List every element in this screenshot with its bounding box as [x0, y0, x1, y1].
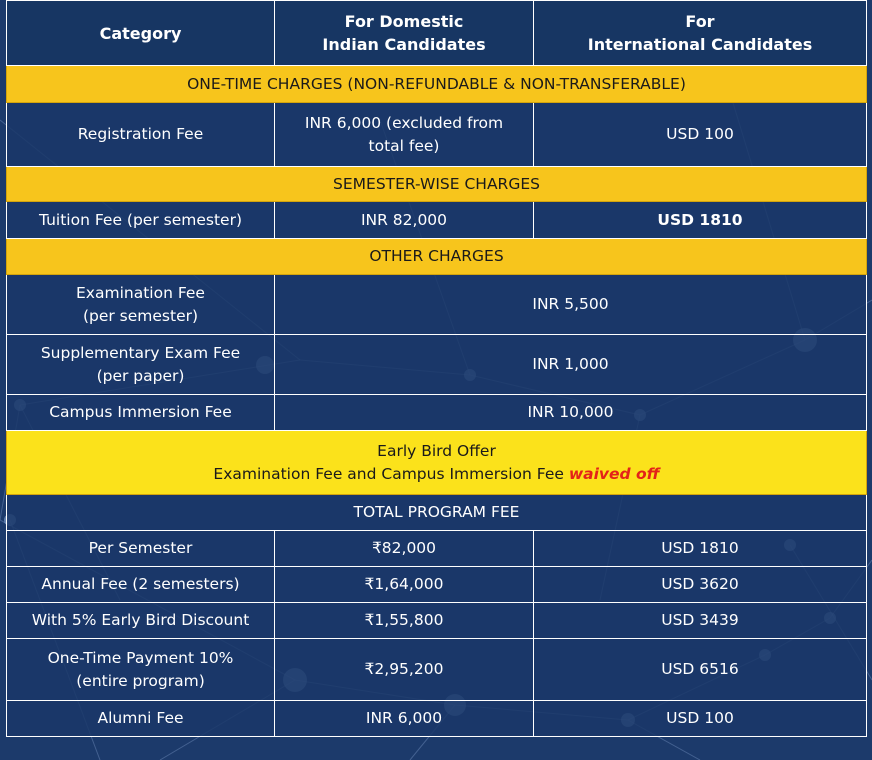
- registration-international: USD 100: [534, 103, 867, 167]
- early-bird-title: Early Bird Offer: [377, 441, 496, 460]
- header-domestic-line2: Indian Candidates: [322, 35, 486, 54]
- supplementary-label-line1: Supplementary Exam Fee: [40, 343, 241, 362]
- table-row-one-time-payment: [7, 639, 867, 701]
- table-row-alumni: [7, 701, 867, 737]
- table-row-per-semester: [7, 531, 867, 567]
- registration-domestic-line1: INR 6,000 (excluded from: [304, 113, 504, 132]
- section-other-label: OTHER CHARGES: [7, 239, 867, 275]
- per-semester-label: Per Semester: [7, 531, 275, 567]
- header-category: Category: [7, 1, 275, 66]
- header-international-line1: For: [685, 12, 715, 31]
- table-row-annual: [7, 567, 867, 603]
- annual-domestic: ₹1,64,000: [275, 567, 534, 603]
- header-domestic-line1: For Domestic: [344, 12, 464, 31]
- early-bird-detail-text: Examination Fee and Campus Immersion Fee: [213, 464, 569, 483]
- header-international-line2: International Candidates: [587, 35, 813, 54]
- early-bird-detail: [13, 463, 860, 486]
- alumni-domestic: INR 6,000: [275, 701, 534, 737]
- registration-domestic-line2: total fee): [368, 136, 440, 155]
- section-one-time-label: ONE-TIME CHARGES (NON-REFUNDABLE & NON-TRANSFERABLE): [7, 66, 867, 103]
- annual-international: USD 3620: [534, 567, 867, 603]
- per-semester-international: USD 1810: [534, 531, 867, 567]
- campus-value: INR 10,000: [275, 395, 867, 431]
- table-row-supplementary: [7, 335, 867, 395]
- supplementary-label-line2: (per paper): [96, 366, 185, 385]
- alumni-label: Alumni Fee: [7, 701, 275, 737]
- examination-value: INR 5,500: [275, 275, 867, 335]
- discount-international: USD 3439: [534, 603, 867, 639]
- section-semester-label: SEMESTER-WISE CHARGES: [7, 167, 867, 202]
- annual-label: Annual Fee (2 semesters): [7, 567, 275, 603]
- discount-label: With 5% Early Bird Discount: [7, 603, 275, 639]
- one-time-payment-line1: One-Time Payment 10%: [47, 648, 234, 667]
- table-row-examination: [7, 275, 867, 335]
- supplementary-value: INR 1,000: [275, 335, 867, 395]
- per-semester-domestic: ₹82,000: [275, 531, 534, 567]
- tuition-domestic: INR 82,000: [275, 202, 534, 239]
- section-row-total: [7, 495, 867, 531]
- section-row-other: [7, 239, 867, 275]
- supplementary-label: [7, 335, 275, 395]
- examination-label-line1: Examination Fee: [76, 283, 205, 302]
- registration-label: Registration Fee: [7, 103, 275, 167]
- header-international: [534, 1, 867, 66]
- examination-label: [7, 275, 275, 335]
- section-row-semester: [7, 167, 867, 202]
- table-row-campus: [7, 395, 867, 431]
- early-bird-row: [7, 431, 867, 495]
- header-row: [7, 1, 867, 66]
- section-total-label: TOTAL PROGRAM FEE: [7, 495, 867, 531]
- section-row-one-time: [7, 66, 867, 103]
- fee-table: [6, 0, 867, 737]
- discount-domestic: ₹1,55,800: [275, 603, 534, 639]
- alumni-international: USD 100: [534, 701, 867, 737]
- waived-off-highlight: waived off: [568, 464, 660, 483]
- tuition-label: Tuition Fee (per semester): [7, 202, 275, 239]
- one-time-payment-line2: (entire program): [76, 671, 205, 690]
- examination-label-line2: (per semester): [82, 306, 199, 325]
- table-row-registration: [7, 103, 867, 167]
- one-time-payment-domestic: ₹2,95,200: [275, 639, 534, 701]
- one-time-payment-label: [7, 639, 275, 701]
- table-row-tuition: [7, 202, 867, 239]
- campus-label: Campus Immersion Fee: [7, 395, 275, 431]
- one-time-payment-international: USD 6516: [534, 639, 867, 701]
- early-bird-offer: [7, 431, 867, 495]
- tuition-international: USD 1810: [534, 202, 867, 239]
- header-domestic: [275, 1, 534, 66]
- table-row-early-bird-discount: [7, 603, 867, 639]
- registration-domestic: [275, 103, 534, 167]
